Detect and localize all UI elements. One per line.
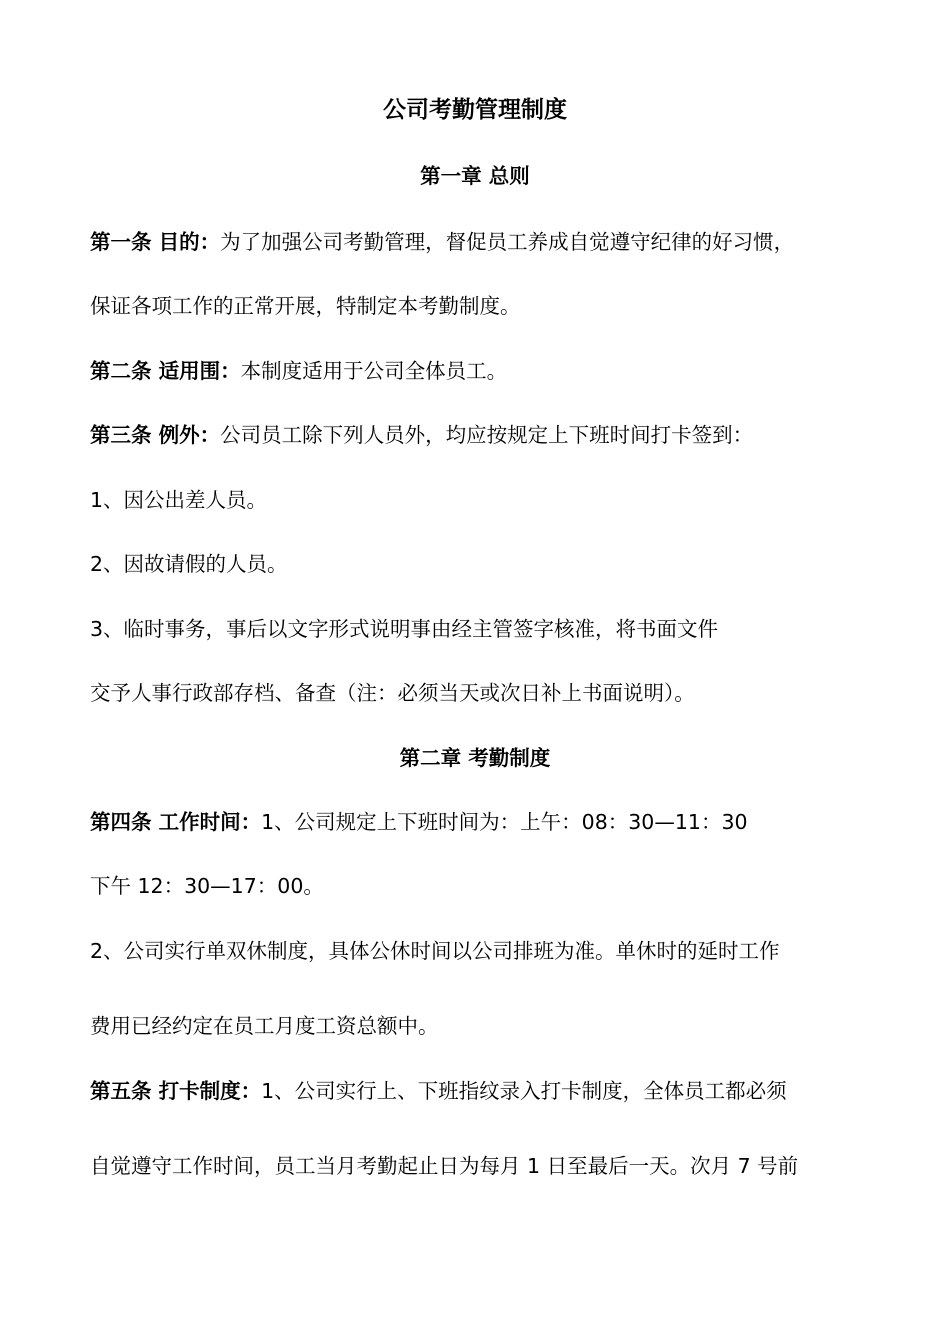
chapter-heading-2: 第二章 考勤制度: [399, 746, 551, 770]
article-2: [90, 357, 507, 385]
article-4-continuation: 下午 12：30—17：00。: [90, 874, 324, 898]
article-4-label: 第四条 工作时间：: [90, 810, 262, 834]
article-3: [90, 421, 753, 449]
article-4-item-2: 2、公司实行单双休制度，具体公休时间以公司排班为准。单休时的延时工作: [90, 939, 780, 963]
article-5: [90, 1077, 787, 1105]
article-4-item-2-continuation: 费用已经约定在员工月度工资总额中。: [90, 1014, 439, 1038]
article-5-continuation: 自觉遵守工作时间，员工当月考勤起止日为每月 1 日至最后一天。次月 7 号前: [90, 1154, 799, 1178]
article-5-text: 1、公司实行上、下班指纹录入打卡制度，全体员工都必须: [261, 1079, 787, 1103]
list-item-1: 1、因公出差人员。: [90, 488, 268, 512]
article-2-label: 第二条 适用围：: [90, 359, 241, 383]
article-1-text: 为了加强公司考勤管理，督促员工养成自觉遵守纪律的好习惯，: [220, 230, 795, 254]
article-4-text: 1、公司规定上下班时间为：上午：08：30—11：30: [261, 810, 748, 834]
article-4: [90, 808, 748, 836]
article-1-continuation: 保证各项工作的正常开展，特制定本考勤制度。: [90, 294, 521, 318]
article-1: [90, 228, 794, 256]
article-5-label: 第五条 打卡制度：: [90, 1079, 262, 1103]
list-item-2: 2、因故请假的人员。: [90, 552, 288, 576]
document-title: 公司考勤管理制度: [383, 97, 567, 123]
article-2-text: 本制度适用于公司全体员工。: [240, 359, 508, 383]
chapter-heading-1: 第一章 总则: [420, 164, 530, 188]
list-item-3-continuation: 交予人事行政部存档、备查（注：必须当天或次日补上书面说明）。: [90, 681, 695, 705]
list-item-3: 3、临时事务，事后以文字形式说明事由经主管签字核准，将书面文件: [90, 617, 719, 641]
article-3-text: 公司员工除下列人员外，均应按规定上下班时间打卡签到：: [220, 423, 754, 447]
article-1-label: 第一条 目的：: [90, 230, 221, 254]
article-3-label: 第三条 例外：: [90, 423, 221, 447]
